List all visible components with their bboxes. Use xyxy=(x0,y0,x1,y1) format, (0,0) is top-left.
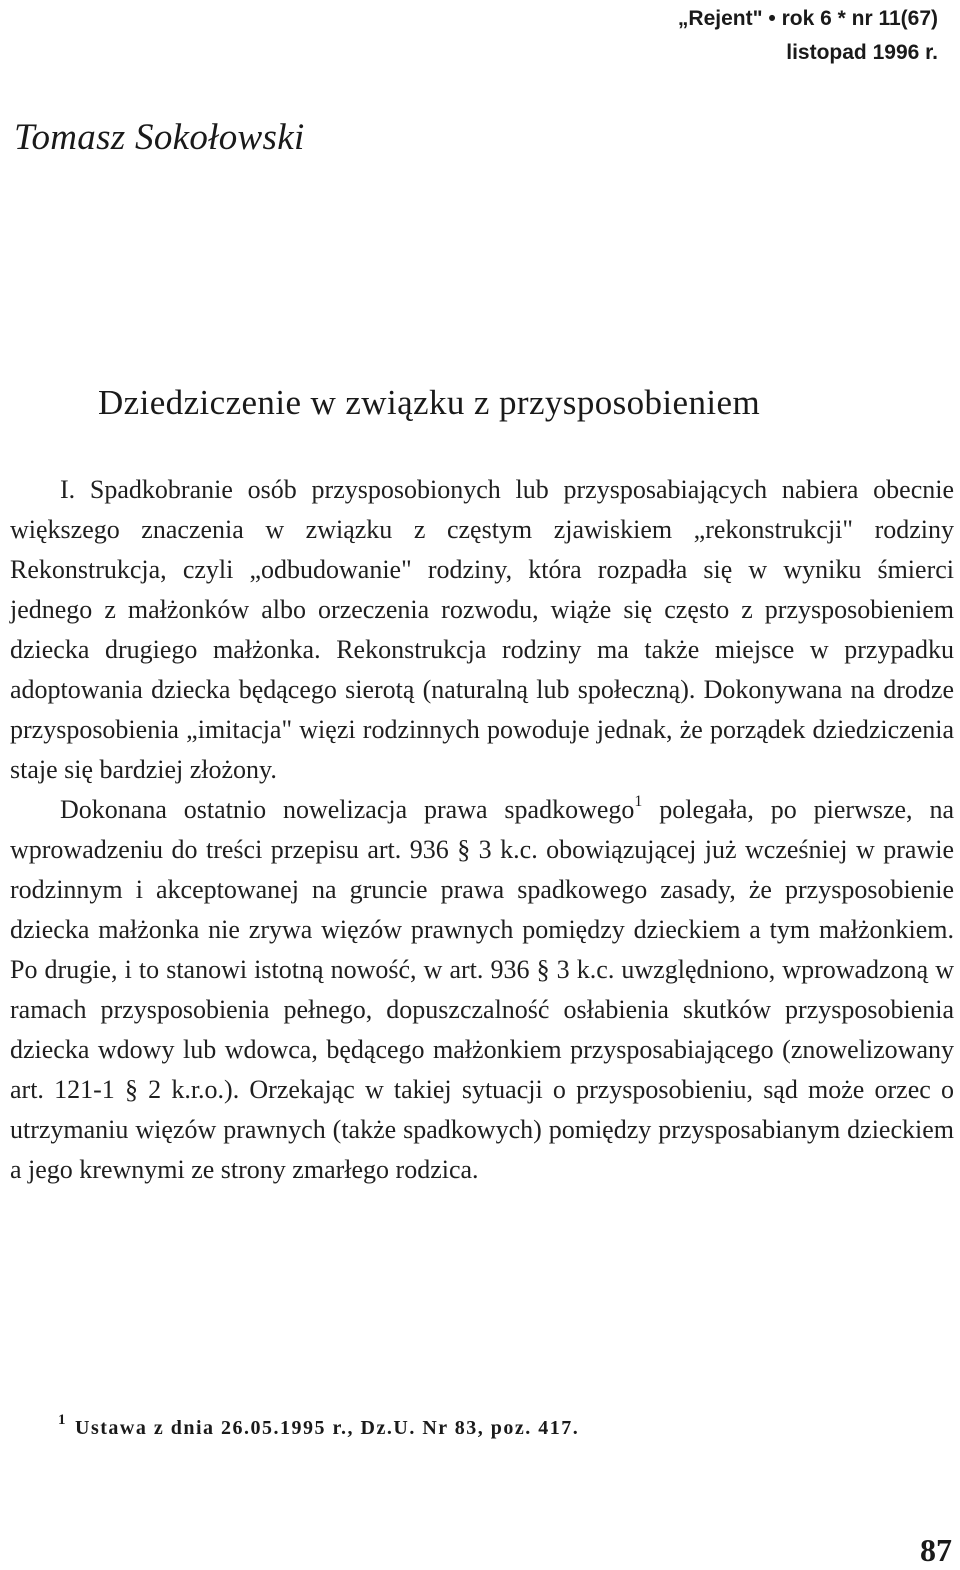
paragraph-2-rest: polegała, po pierwsze, na wprowadzeniu do treści przepisu art. 936 § 3 k.c. obowiązującej już wcześniej w prawie rodzinnym i akceptowanej na gruncie prawa spadkowego zasady, że przysposobienie dziecka małżonka nie zrywa więzów prawnych pomiędzy dzieckiem a tym małżonkiem. Po drugie, i to stanowi istotną nowość, w art. 936 § 3 k.c. uwzględniono, wprowadzoną w ramach przysposobienia pełnego, dopuszczalność osłabienia skutków przysposobienia dziecka wdowy lub wdowca, będącego małżonkiem przysposabiającego (znowelizowany art. 121-1 § 2 k.r.o.). Orzekając w takiej sytuacji o przysposobieniu, sąd może orzec o utrzymaniu więzów prawnych (także spadkowych) pomiędzy przysposabianym dzieckiem a jego krewnymi ze strony zmarłego rodzica. xyxy=(10,795,954,1184)
journal-date-line: listopad 1996 r. xyxy=(786,41,938,64)
author-name: Tomasz Sokołowski xyxy=(14,117,305,158)
footnote-text: Ustawa z dnia 26.05.1995 r., Dz.U. Nr 83, poz. 417. xyxy=(75,1417,580,1439)
footnote-marker: 1 xyxy=(58,1412,67,1428)
paragraph-1: I. Spadkobranie osób przysposobionych lub przysposabiających nabiera obecnie większego znaczenia w związku z częstym zjawiskiem „rekonstrukcji" rodziny Rekonstrukcja, czyli „odbudowanie" rodziny, która rozpadła się w wyniku śmierci jednego z małżonków albo orzeczenia rozwodu, wiąże się często z przysposobieniem dziecka drugiego małżonka. Rekonstrukcja rodziny ma także miejsce w przypadku adoptowania dziecka będącego sierotą (naturalną lub społeczną). Dokonywana na drodze przysposobienia „imitacja" więzi rodzinnych powoduje jednak, że porządek dziedziczenia staje się bardziej złożony. xyxy=(10,475,954,784)
paragraph-2 xyxy=(10,790,954,1190)
footnote xyxy=(58,1410,579,1446)
page-number: 87 xyxy=(920,1532,952,1568)
footnote-reference: 1 xyxy=(634,793,643,810)
journal-issue-line: „Rejent" • rok 6 * nr 11(67) xyxy=(677,7,938,30)
article-title: Dziedziczenie w związku z przysposobieniem xyxy=(98,383,761,422)
journal-header xyxy=(678,2,938,70)
paragraph-2-start: Dokonana ostatnio nowelizacja prawa spadkowego xyxy=(60,795,635,824)
article-body xyxy=(10,470,954,1190)
